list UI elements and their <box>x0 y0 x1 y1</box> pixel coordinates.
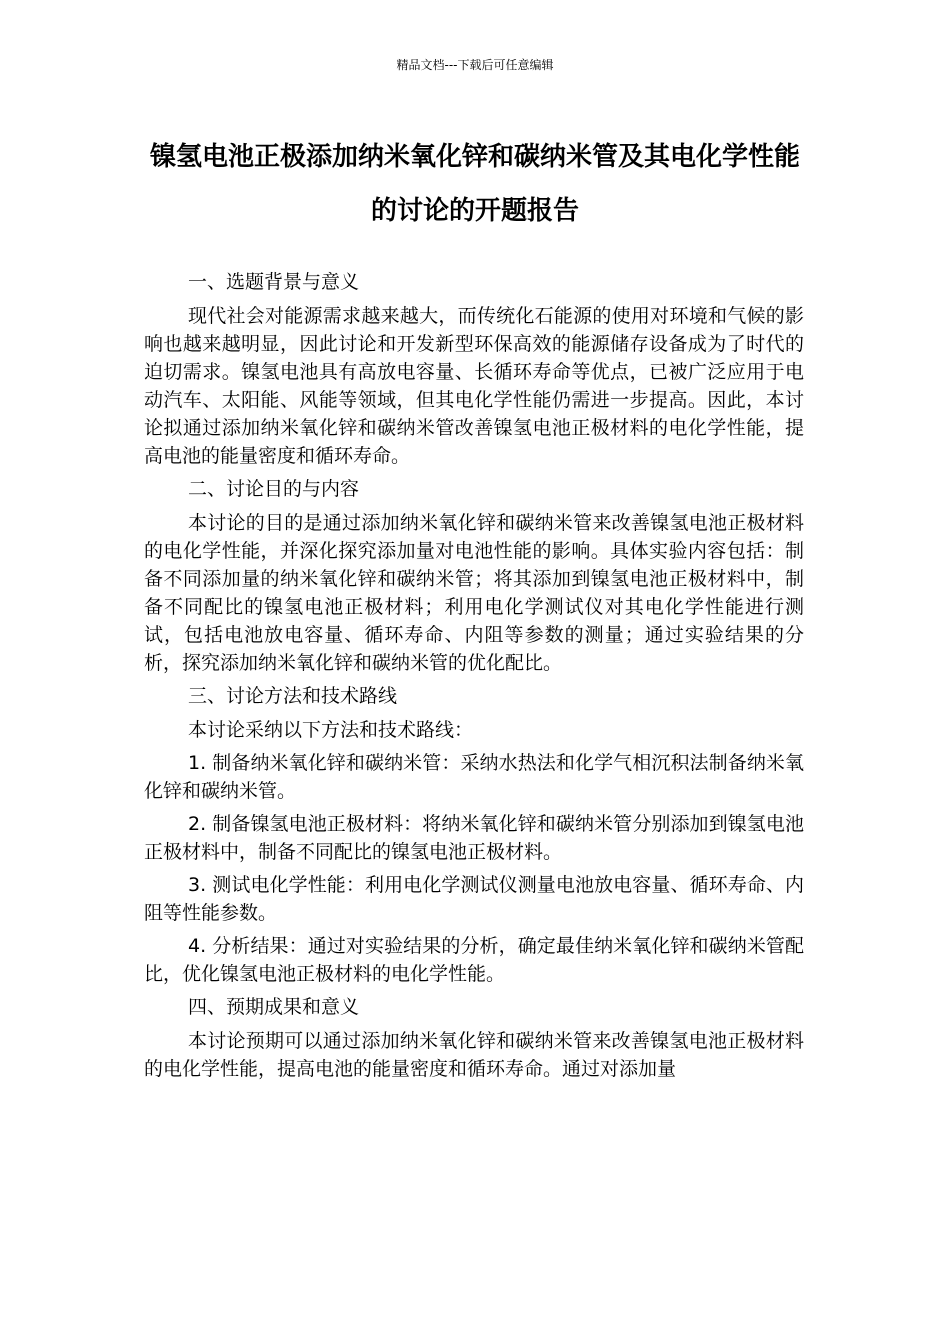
section-heading: 二、讨论目的与内容 <box>188 478 360 500</box>
body-paragraph: 本讨论预期可以通过添加纳米氧化锌和碳纳米管来改善镍氢电池正极材料的电化学性能，提高电池的能量密度和循环寿命。通过对添加量 <box>144 1030 804 1080</box>
list-item: 4. 分析结果：通过对实验结果的分析，确定最佳纳米氧化锌和碳纳米管配比，优化镍氢电池正极材料的电化学性能。 <box>144 935 804 985</box>
section-heading: 三、讨论方法和技术路线 <box>188 685 398 707</box>
section-heading: 四、预期成果和意义 <box>188 996 360 1018</box>
list-item: 3. 测试电化学性能：利用电化学测试仪测量电池放电容量、循环寿命、内阻等性能参数。 <box>144 874 804 924</box>
list-item: 2. 制备镍氢电池正极材料：将纳米氧化锌和碳纳米管分别添加到镍氢电池正极材料中，制备不同配比的镍氢电池正极材料。 <box>144 813 804 863</box>
body-paragraph: 本讨论的目的是通过添加纳米氧化锌和碳纳米管来改善镍氢电池正极材料的电化学性能，并深化探究添加量对电池性能的影响。具体实验内容包括：制备不同添加量的纳米氧化锌和碳纳米管；将其添加到镍氢电池正极材料中，制备不同配比的镍氢电池正极材料；利用电化学测试仪对其电化学性能进行测试，包括电池放电容量、循环寿命、内阻等参数的测量；通过实验结果的分析，探究添加纳米氧化锌和碳纳米管的优化配比。 <box>144 512 804 674</box>
body-paragraph: 现代社会对能源需求越来越大，而传统化石能源的使用对环境和气候的影响也越来越明显，因此讨论和开发新型环保高效的能源储存设备成为了时代的迫切需求。镍氢电池具有高放电容量、长循环寿命等优点，已被广泛应用于电动汽车、太阳能、风能等领域，但其电化学性能仍需进一步提高。因此，本讨论拟通过添加纳米氧化锌和碳纳米管改善镍氢电池正极材料的电化学性能，提高电池的能量密度和循环寿命。 <box>144 305 804 467</box>
body-paragraph: 本讨论采纳以下方法和技术路线： <box>188 719 474 741</box>
document-body <box>144 268 804 1088</box>
header-note: 精品文档---下载后可任意编辑 <box>396 58 554 72</box>
document-title: 镍氢电池正极添加纳米氧化锌和碳纳米管及其电化学性能的讨论的开题报告 <box>149 142 800 226</box>
section-heading: 一、选题背景与意义 <box>188 271 360 293</box>
list-item: 1. 制备纳米氧化锌和碳纳米管：采纳水热法和化学气相沉积法制备纳米氧化锌和碳纳米管。 <box>144 752 804 802</box>
